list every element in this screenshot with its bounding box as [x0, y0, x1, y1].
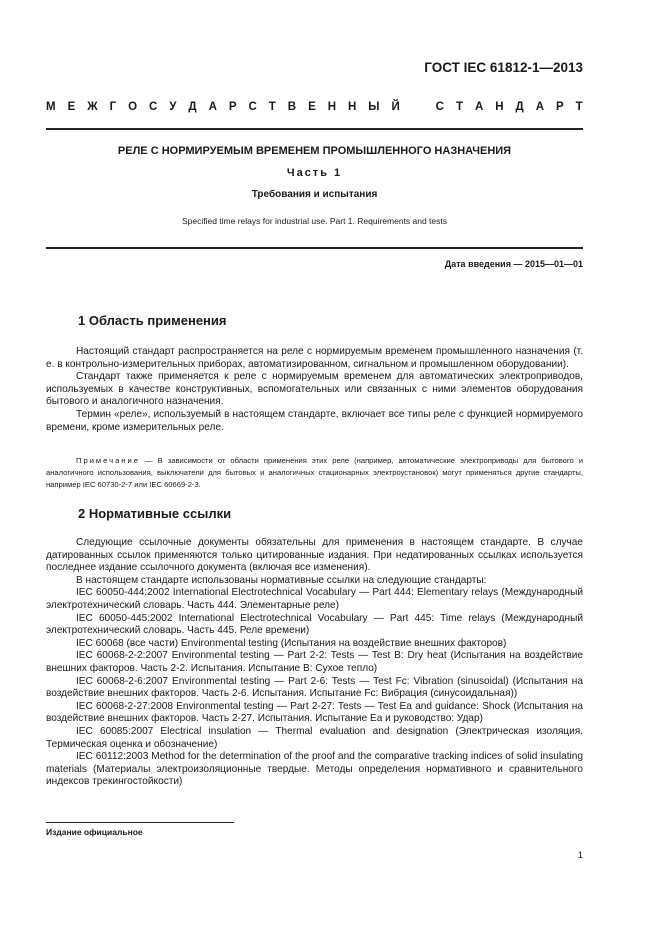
banner-letter: С: [248, 101, 257, 113]
english-title: Specified time relays for industrial use. Part 1. Requirements and tests: [181, 216, 448, 226]
note-label: Примечание: [76, 456, 140, 465]
paragraph: Стандарт также применяется к реле с нормируемым временем для автоматических электроприводов, используемых в качестве конструктивных, вспомогательных или связанных с ними элементов оборудования бытового и аналогичного назначения.: [46, 371, 583, 408]
banner-letter: А: [535, 101, 544, 113]
title-rule: [46, 247, 583, 249]
banner-letter: В: [287, 101, 297, 113]
footer-rule: [46, 822, 234, 823]
reference-item: IEC 60068-2-6:2007 Environmental testing — Part 2-6: Tests — Test Fc: Vibration (sinusoidal) (Испытания на воздействие внешних факторов. Часть 2-6. Испытания. Испытание Fc: Вибрация (синусоидальная)): [46, 675, 583, 700]
document-subtitle: Требования и испытания: [251, 189, 378, 200]
document-title: РЕЛЕ С НОРМИРУЕМЫМ ВРЕМЕНЕМ ПРОМЫШЛЕННОГО НАЗНАЧЕНИЯ: [117, 145, 512, 157]
note-body: — В зависимости от области применения этих реле (например, автоматические электроприводы для бытового и аналогичного использования, выключатели для бытовых и аналогичных стационарных электроустановок) могут применяться другие стандарты, например IEC 60730-2-7 или IEC 60669-2-3.: [46, 456, 583, 489]
banner-letter: С: [435, 101, 444, 113]
banner-letter: А: [208, 101, 217, 113]
section-heading-references: 2 Нормативные ссылки: [78, 506, 232, 521]
banner-letter: С: [149, 101, 158, 113]
banner-letter: Р: [228, 101, 237, 113]
part-label: Часть 1: [286, 167, 343, 179]
banner-letter: Н: [347, 101, 357, 113]
reference-item: IEC 60068-2-27:2008 Environmental testing — Part 2-27: Tests — Test Ea and guidance: Shock (Испытания на воздействие внешних факторов. Часть 2-27. Испытания. Испытание Еа и руководство: Удар): [46, 700, 583, 725]
top-rule: [46, 128, 583, 130]
banner-letter: Ы: [368, 101, 380, 113]
banner-letter: О: [128, 101, 138, 113]
reference-item: IEC 60068 (все части) Environmental testing (Испытания на воздействие внешних факторов): [76, 637, 507, 649]
gost-number: ГОСТ IEC 61812-1—2013: [424, 60, 583, 75]
banner-letter: Т: [455, 101, 463, 113]
reference-item: IEC 60050-444:2002 International Electrotechnical Vocabulary — Part 444: Elementary relays (Международный электротехнический словарь. Часть 444. Элементарные реле): [46, 587, 583, 611]
scope-text: [46, 346, 583, 434]
banner-letter: Т: [268, 101, 276, 113]
banner-letter: Д: [515, 101, 524, 113]
banner-letter: Д: [188, 101, 197, 113]
references-text: [46, 537, 583, 789]
banner-letter: Г: [109, 101, 117, 113]
banner-letter: М: [46, 101, 56, 113]
reference-item: IEC 60112:2003 Method for the determination of the proof and the comparative tracking indices of solid insulating materials (Материалы электроизоляционные твердые. Методы определения нормативного и сравнительного индексов трекингостойкости): [46, 751, 583, 788]
banner-letter: Е: [308, 101, 316, 113]
banner-letter: Н: [327, 101, 337, 113]
edition-label: Издание официальное: [46, 827, 143, 837]
interstate-standard-banner: [46, 101, 583, 113]
banner-letter: Е: [67, 101, 76, 113]
banner-letter: Р: [555, 101, 564, 113]
banner-letter: Т: [575, 101, 583, 113]
reference-item: IEC 60050-445:2002 International Electrotechnical Vocabulary — Part 445: Time relays (Международный электротехнический словарь. Часть 445. Реле времени): [46, 612, 583, 637]
banner-letter: У: [169, 101, 177, 113]
banner-letter: Ж: [87, 101, 98, 113]
banner-letter: Н: [495, 101, 504, 113]
banner-letter: А: [474, 101, 484, 113]
paragraph: В настоящем стандарте использованы нормативные ссылки на следующие стандарты:: [76, 574, 487, 586]
reference-item: IEC 60085:2007 Electrical insulation — Thermal evaluation and designation (Электрическая изоляция. Термическая оценка и обозначение): [46, 725, 583, 750]
reference-item: IEC 60068-2-2:2007 Environmental testing — Part 2-2: Tests — Test B: Dry heat (Испытания на воздействие внешних факторов. Часть 2-2. Испытания. Испытание В: Сухое тепло): [46, 650, 583, 674]
paragraph: Термин «реле», используемый в настоящем стандарте, включает все типы реле с функцией нормируемого времени, кроме измерительных реле.: [46, 408, 583, 433]
paragraph: Следующие ссылочные документы обязательны для применения в настоящем стандарте. В случае датированных ссылок применяются только цитированные издания. При недатированных ссылках используется последнее издание ссылочного документа (включая все изменения).: [46, 537, 583, 574]
banner-letter: Й: [391, 101, 400, 113]
note: [46, 455, 583, 491]
section-heading-scope: 1 Область применения: [78, 313, 227, 328]
page-number: 1: [577, 850, 583, 861]
introduction-date: Дата введения — 2015—01—01: [444, 259, 583, 269]
paragraph: Настоящий стандарт распространяется на реле с нормируемым временем промышленного назначения (т. е. в контрольно-измерительных приборах, автоматизированном, сигнальном и промышленном оборудовании).: [46, 346, 583, 370]
